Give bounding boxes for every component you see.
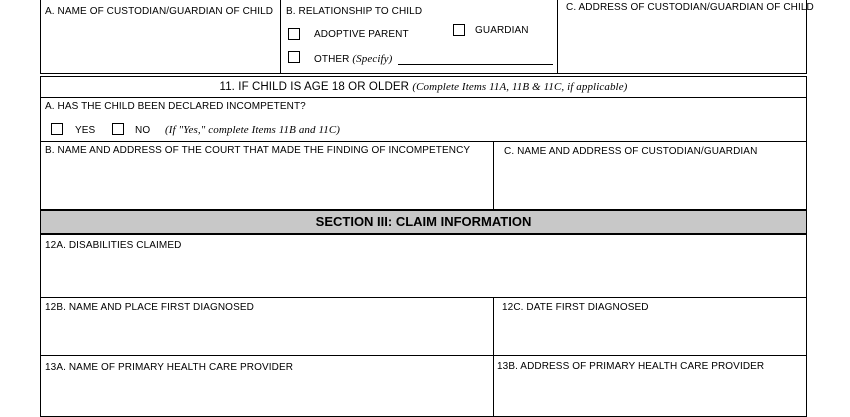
- item-11-title: [40, 81, 807, 93]
- disabilities-claimed-input[interactable]: [45, 253, 800, 295]
- custodian-guardian-input[interactable]: [498, 158, 800, 206]
- diagnosed-place-label: 12B. NAME AND PLACE FIRST DIAGNOSED: [45, 302, 254, 313]
- adoptive-parent-label: ADOPTIVE PARENT: [314, 29, 409, 40]
- provider-name-label: 13A. NAME OF PRIMARY HEALTH CARE PROVIDER: [45, 362, 294, 373]
- guardian-label: GUARDIAN: [475, 25, 529, 36]
- item-11b-label: B. NAME AND ADDRESS OF THE COURT THAT MADE THE FINDING OF INCOMPETENCY: [45, 145, 471, 156]
- item-11-note: (Complete Items 11A, 11B & 11C, if applicable): [412, 81, 628, 93]
- relationship-label: B. RELATIONSHIP TO CHILD: [286, 6, 423, 17]
- court-name-address-input[interactable]: [45, 158, 488, 206]
- other-specify-line[interactable]: [398, 64, 553, 65]
- diagnosed-date-label: 12C. DATE FIRST DIAGNOSED: [502, 302, 649, 313]
- other-checkbox[interactable]: [288, 51, 300, 63]
- provider-address-input[interactable]: [498, 376, 800, 412]
- item-11a-label: A. HAS THE CHILD BEEN DECLARED INCOMPETENT?: [45, 101, 306, 112]
- yes-checkbox[interactable]: [51, 123, 63, 135]
- custodian-address-label: C. ADDRESS OF CUSTODIAN/GUARDIAN OF CHILD: [566, 2, 814, 13]
- if-yes-note: (If "Yes," complete Items 11B and 11C): [165, 124, 341, 136]
- provider-address-label: 13B. ADDRESS OF PRIMARY HEALTH CARE PROVIDER: [497, 361, 765, 372]
- no-label: NO: [135, 125, 151, 136]
- guardian-checkbox[interactable]: [453, 24, 465, 36]
- other-label: [314, 53, 392, 65]
- diagnosed-date-input[interactable]: [498, 316, 800, 352]
- other-text: OTHER: [314, 54, 350, 65]
- item-11-title-text: 11. IF CHILD IS AGE 18 OR OLDER: [219, 81, 410, 93]
- adoptive-parent-checkbox[interactable]: [288, 28, 300, 40]
- custodian-name-input[interactable]: [45, 21, 275, 67]
- provider-name-input[interactable]: [45, 376, 488, 412]
- diagnosed-place-input[interactable]: [45, 316, 488, 352]
- section-3-header: SECTION III: CLAIM INFORMATION: [40, 210, 807, 234]
- no-checkbox[interactable]: [112, 123, 124, 135]
- custodian-name-label: A. NAME OF CUSTODIAN/GUARDIAN OF CHILD: [45, 6, 274, 17]
- disabilities-claimed-label: 12A. DISABILITIES CLAIMED: [45, 240, 182, 251]
- other-specify-text: (Specify): [352, 53, 393, 65]
- yes-label: YES: [75, 125, 96, 136]
- custodian-address-input[interactable]: [562, 21, 800, 67]
- item-11c-label: C. NAME AND ADDRESS OF CUSTODIAN/GUARDIAN: [504, 146, 758, 157]
